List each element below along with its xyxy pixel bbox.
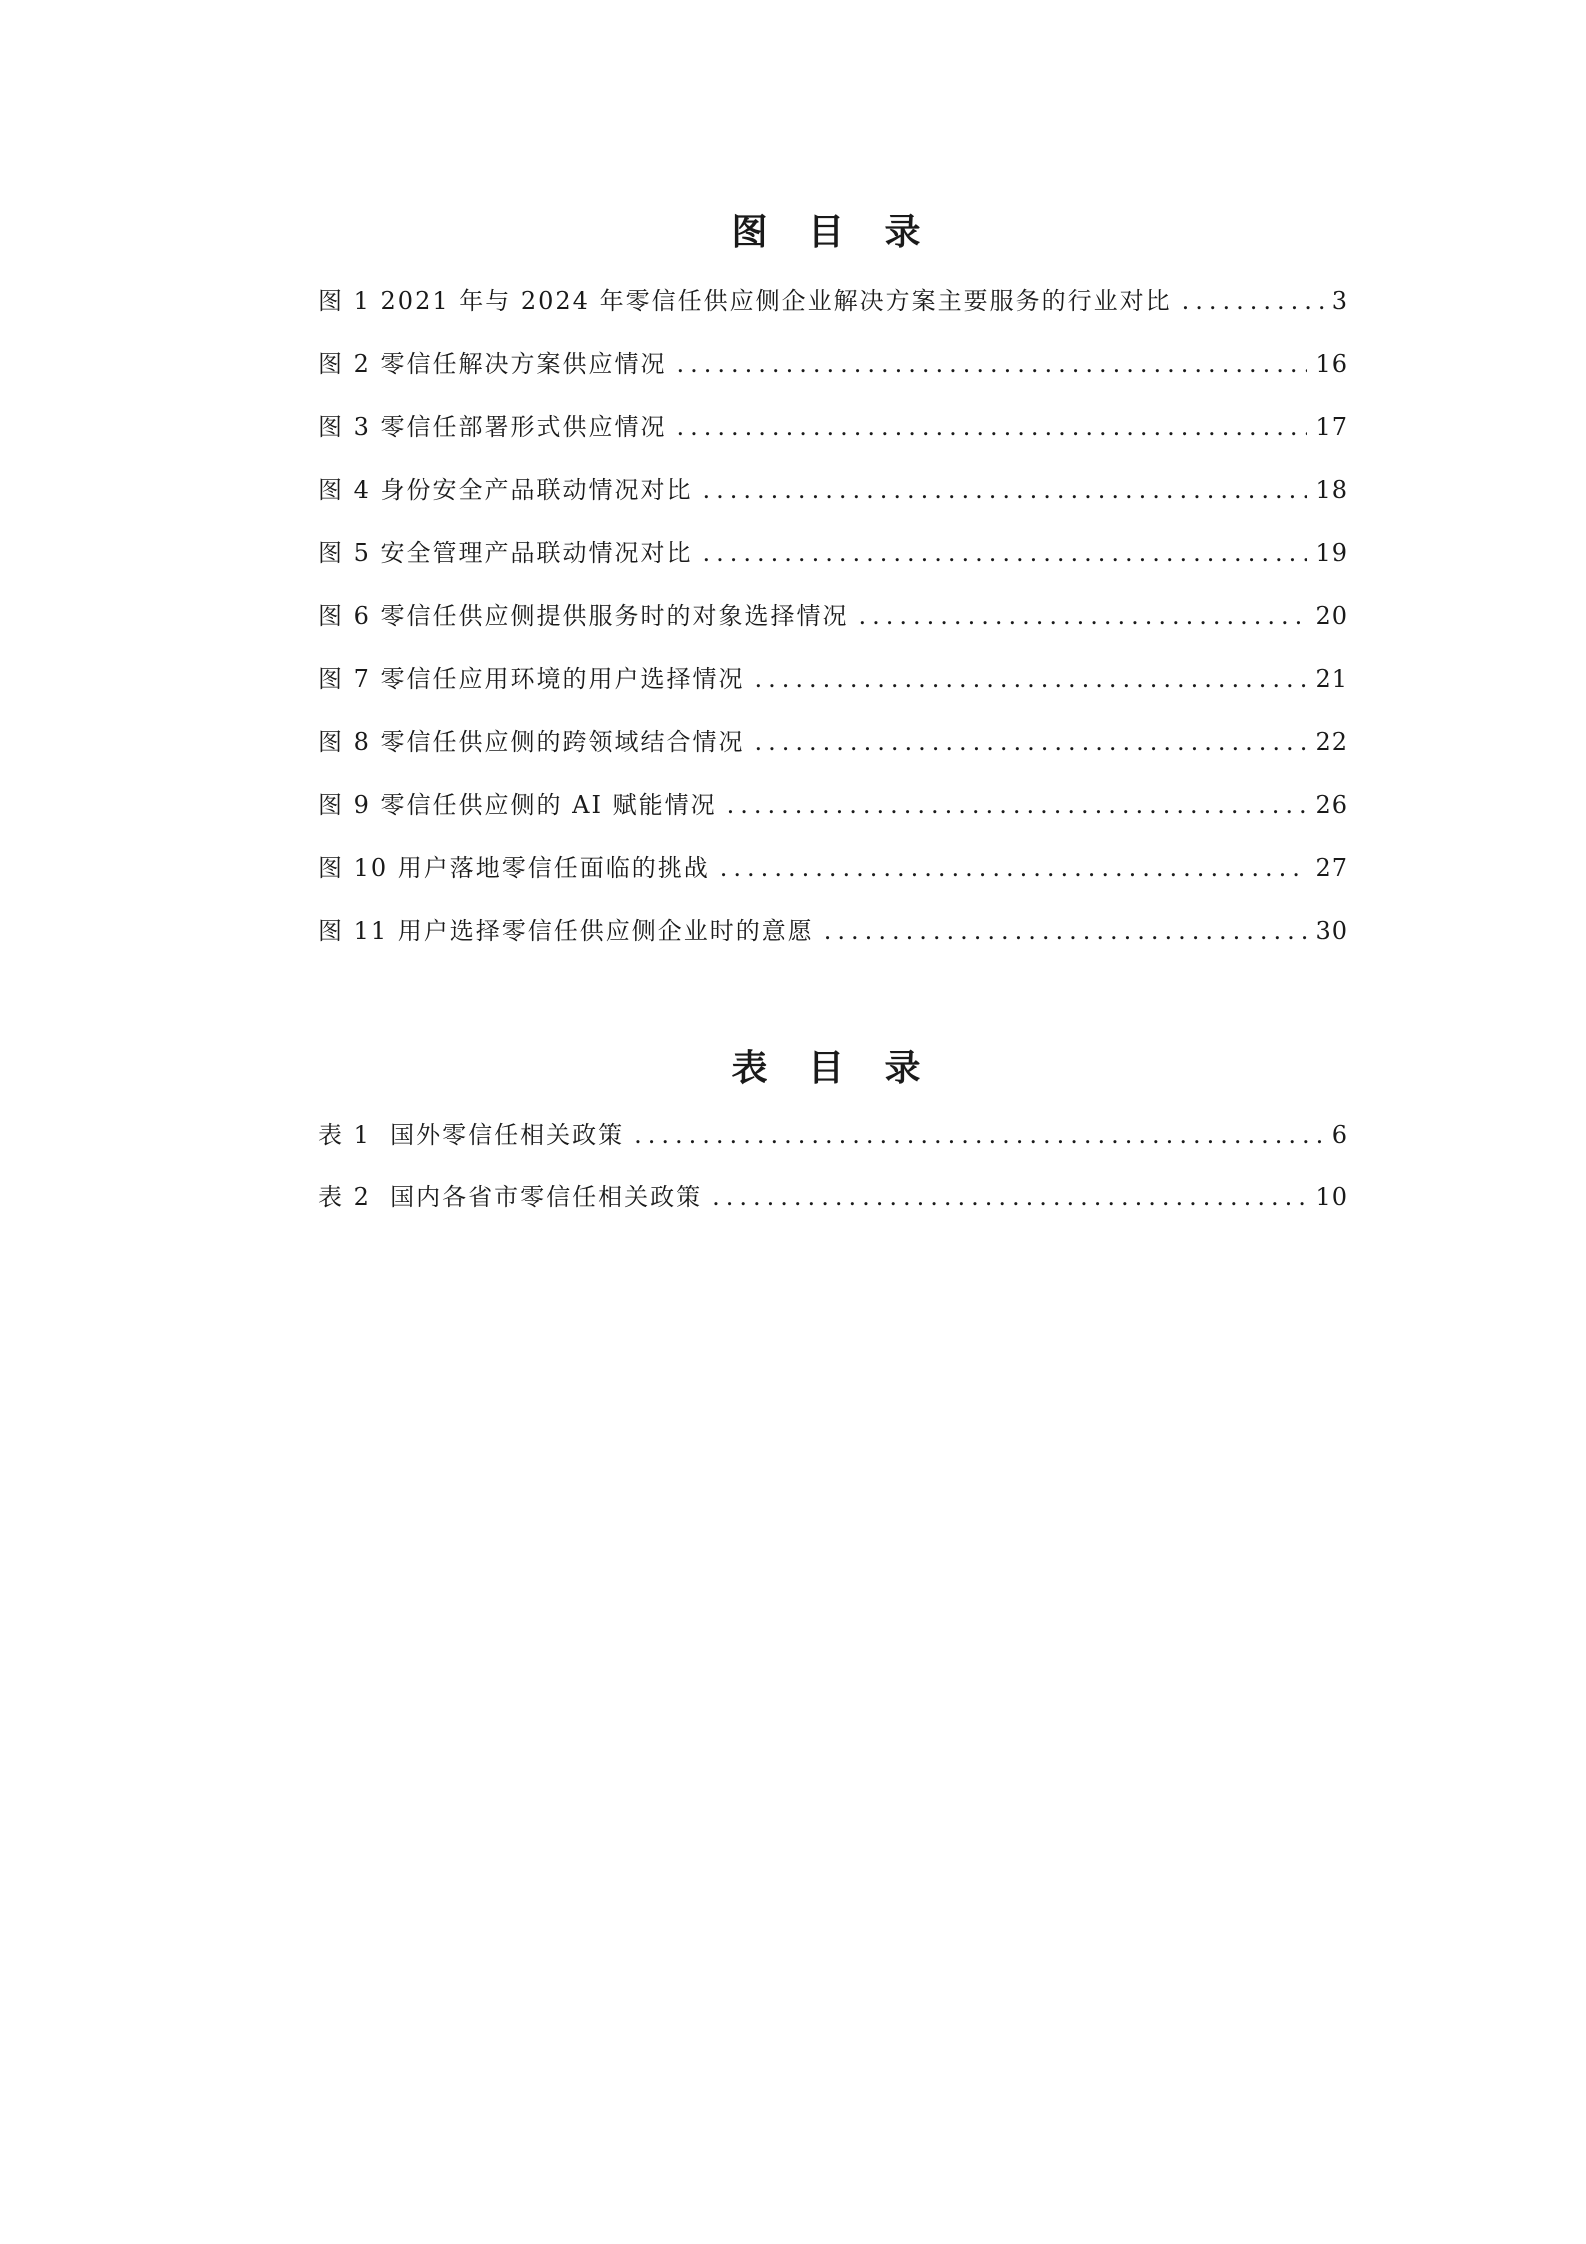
table-toc-list — [318, 1104, 1348, 1228]
figure-toc-entry[interactable] — [318, 648, 1348, 711]
entry-label: 图 11 用户选择零信任供应侧企业时的意愿 — [318, 917, 814, 945]
figure-toc-entry[interactable] — [318, 900, 1348, 963]
dot-leader — [677, 396, 1308, 459]
entry-page-number: 30 — [1315, 917, 1348, 945]
figure-toc-entry[interactable] — [318, 522, 1348, 585]
entry-label: 图 10 用户落地零信任面临的挑战 — [318, 854, 710, 882]
dot-leader — [824, 900, 1308, 963]
entry-page-number: 6 — [1331, 1121, 1348, 1149]
entry-label: 图 2 零信任解决方案供应情况 — [318, 350, 667, 378]
dot-leader — [755, 648, 1308, 711]
entry-page-number: 18 — [1315, 476, 1348, 504]
table-toc-entry[interactable] — [318, 1166, 1348, 1228]
entry-label: 图 7 零信任应用环境的用户选择情况 — [318, 665, 745, 693]
entry-label: 图 5 安全管理产品联动情况对比 — [318, 539, 693, 567]
dot-leader — [677, 333, 1308, 396]
dot-leader — [703, 459, 1308, 522]
entry-label: 图 1 2021 年与 2024 年零信任供应侧企业解决方案主要服务的行业对比 — [318, 287, 1172, 315]
dot-leader — [859, 585, 1308, 648]
table-toc-title: 表 目 录 — [731, 1048, 935, 1089]
figure-toc-entry[interactable] — [318, 711, 1348, 774]
entry-page-number: 27 — [1315, 854, 1348, 882]
entry-label: 图 9 零信任供应侧的 AI 赋能情况 — [318, 791, 717, 819]
entry-label: 图 3 零信任部署形式供应情况 — [318, 413, 667, 441]
entry-page-number: 19 — [1315, 539, 1348, 567]
entry-page-number: 17 — [1315, 413, 1348, 441]
figure-toc-entry[interactable] — [318, 396, 1348, 459]
entry-page-number: 16 — [1315, 350, 1348, 378]
dot-leader — [634, 1104, 1324, 1166]
entry-label: 图 4 身份安全产品联动情况对比 — [318, 476, 693, 504]
entry-page-number: 21 — [1315, 665, 1348, 693]
dot-leader — [703, 522, 1308, 585]
figure-toc-entry[interactable] — [318, 270, 1348, 333]
entry-label: 图 8 零信任供应侧的跨领域结合情况 — [318, 728, 745, 756]
table-toc-section — [318, 1044, 1348, 1228]
entry-label: 表 2 国内各省市零信任相关政策 — [318, 1183, 703, 1211]
figure-toc-entry[interactable] — [318, 774, 1348, 837]
dot-leader — [712, 1166, 1307, 1228]
table-toc-entry[interactable] — [318, 1104, 1348, 1166]
figure-toc-list — [318, 270, 1348, 963]
dot-leader — [727, 774, 1308, 837]
figure-toc-entry[interactable] — [318, 837, 1348, 900]
dot-leader — [1182, 270, 1324, 333]
dot-leader — [720, 837, 1308, 900]
figure-toc-title: 图 目 录 — [731, 212, 935, 253]
dot-leader — [755, 711, 1308, 774]
figure-toc-entry[interactable] — [318, 333, 1348, 396]
entry-page-number: 10 — [1315, 1183, 1348, 1211]
figure-toc-entry[interactable] — [318, 459, 1348, 522]
figure-toc-section — [318, 208, 1348, 963]
entry-page-number: 22 — [1315, 728, 1348, 756]
entry-page-number: 3 — [1331, 287, 1348, 315]
entry-label: 图 6 零信任供应侧提供服务时的对象选择情况 — [318, 602, 849, 630]
entry-label: 表 1 国外零信任相关政策 — [318, 1121, 625, 1149]
figure-toc-entry[interactable] — [318, 585, 1348, 648]
entry-page-number: 20 — [1315, 602, 1348, 630]
entry-page-number: 26 — [1315, 791, 1348, 819]
